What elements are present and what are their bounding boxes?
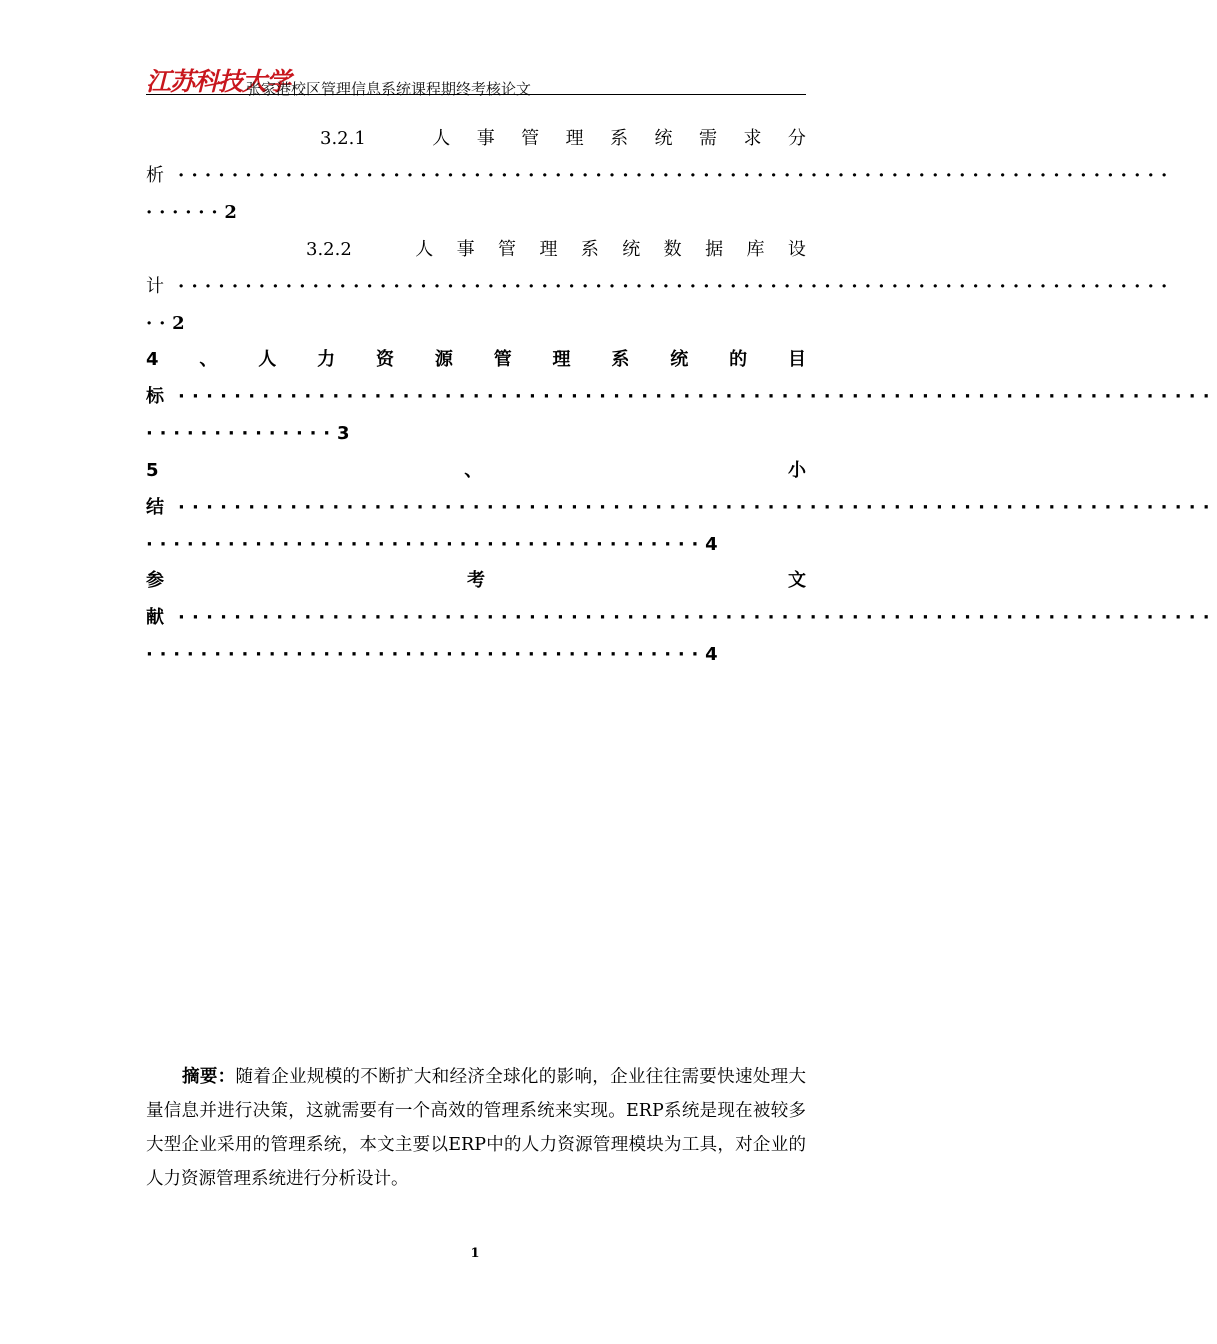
toc-char: 统 [670, 349, 689, 370]
toc-char: 求 [743, 128, 762, 149]
toc-char: 系 [611, 349, 630, 370]
toc-dot-leader: ·········································································· [178, 497, 1217, 518]
header-title: 张家港校区管理信息系统课程期终考核论文 [246, 80, 532, 98]
abstract-label: 摘要： [182, 1067, 236, 1087]
toc-char: 系 [580, 239, 599, 260]
toc-char: 设 [787, 239, 806, 260]
toc-dot-tail: ······ [146, 202, 225, 223]
toc-char: 统 [654, 128, 673, 149]
toc-char: 管 [521, 128, 540, 149]
toc-char: 库 [746, 239, 765, 260]
toc-number: 3.2.2 [306, 239, 352, 260]
toc-entry-4-leader [146, 382, 1217, 412]
university-logo: 江苏科技大学 [146, 67, 291, 96]
toc-entry-4-title [146, 345, 806, 375]
toc-wrap-char: 献 [146, 607, 164, 628]
toc-number: 5 [146, 460, 159, 481]
toc-page-number: 2 [224, 202, 237, 223]
toc-char: 理 [539, 239, 558, 260]
toc-char: 资 [375, 349, 394, 370]
toc-entry-3-2-2-leader [146, 272, 1175, 302]
toc-wrap-char: 析 [146, 165, 164, 186]
toc-dot-tail: ········································· [146, 534, 706, 555]
toc-char: 、 [464, 460, 483, 481]
toc-number: 3.2.1 [320, 128, 366, 149]
toc-dot-leader: ·········································································· [178, 276, 1175, 297]
toc-wrap-char: 计 [146, 276, 164, 297]
toc-char: 事 [476, 128, 495, 149]
toc-char: 理 [552, 349, 571, 370]
toc-char: 管 [498, 239, 517, 260]
toc-entry-3-2-2-page [146, 309, 806, 339]
toc-char: 目 [787, 349, 806, 370]
toc-char: 力 [317, 349, 336, 370]
toc-entry-references-title [146, 566, 806, 596]
toc-char: 文 [788, 570, 806, 591]
toc-entry-3-2-1-page [146, 198, 806, 228]
toc-entry-3-2-2-title [146, 235, 806, 265]
toc-page-number: 3 [336, 423, 350, 444]
toc-entry-5-title [146, 456, 806, 486]
toc-char: 人 [258, 349, 277, 370]
toc-char: 考 [467, 570, 485, 591]
toc-char: 据 [705, 239, 724, 260]
toc-wrap-char: 标 [146, 386, 164, 407]
toc-dot-leader: ·········································································· [178, 386, 1217, 407]
toc-entry-5-leader [146, 493, 1217, 523]
toc-char: 数 [663, 239, 682, 260]
toc-dot-leader: ·········································································· [178, 165, 1175, 186]
toc-entry-references-page [146, 640, 806, 670]
toc-char: 管 [493, 349, 512, 370]
toc-entry-4-page [146, 419, 806, 449]
toc-char: 统 [622, 239, 641, 260]
toc-char: 分 [787, 128, 806, 149]
toc-page-number: 4 [705, 534, 718, 555]
toc-dot-tail: ········································· [146, 644, 706, 665]
toc-page-number: 2 [172, 313, 185, 334]
toc-number: 4 [146, 349, 159, 370]
toc-entry-references-leader [146, 603, 1217, 633]
toc-dot-leader: ·········································································· [178, 607, 1217, 628]
toc-char: 小 [788, 460, 806, 481]
toc-char: 需 [698, 128, 717, 149]
toc-page-number: 4 [705, 644, 718, 665]
toc-char: 、 [199, 349, 218, 370]
toc-char: 理 [565, 128, 584, 149]
page-number: 1 [470, 1246, 480, 1261]
abstract-text: 随着企业规模的不断扩大和经济全球化的影响，企业往往需要快速处理大量信息并进行决策，这就需要有一个高效的管理系统来实现。ERP系统是现在被较多大型企业采用的管理系统，本文主要以ERP中的人力资源管理模块为工具，对企业的人力资源管理系统进行分析设计。 [146, 1067, 806, 1189]
toc-char: 人 [415, 239, 434, 260]
toc-entry-3-2-1-leader [146, 161, 1175, 191]
header-rule [146, 94, 806, 95]
toc-char: 源 [434, 349, 453, 370]
toc-char: 参 [146, 570, 164, 591]
toc-char: 的 [729, 349, 748, 370]
toc-entry-5-page [146, 530, 806, 560]
toc-dot-tail: ·············· [146, 423, 337, 444]
toc-char: 人 [432, 128, 451, 149]
toc-char: 事 [456, 239, 475, 260]
abstract-paragraph [146, 1060, 806, 1196]
toc-char: 系 [610, 128, 629, 149]
toc-wrap-char: 结 [146, 497, 164, 518]
toc-entry-3-2-1-title [146, 124, 806, 154]
toc-dot-tail: ·· [146, 313, 173, 334]
